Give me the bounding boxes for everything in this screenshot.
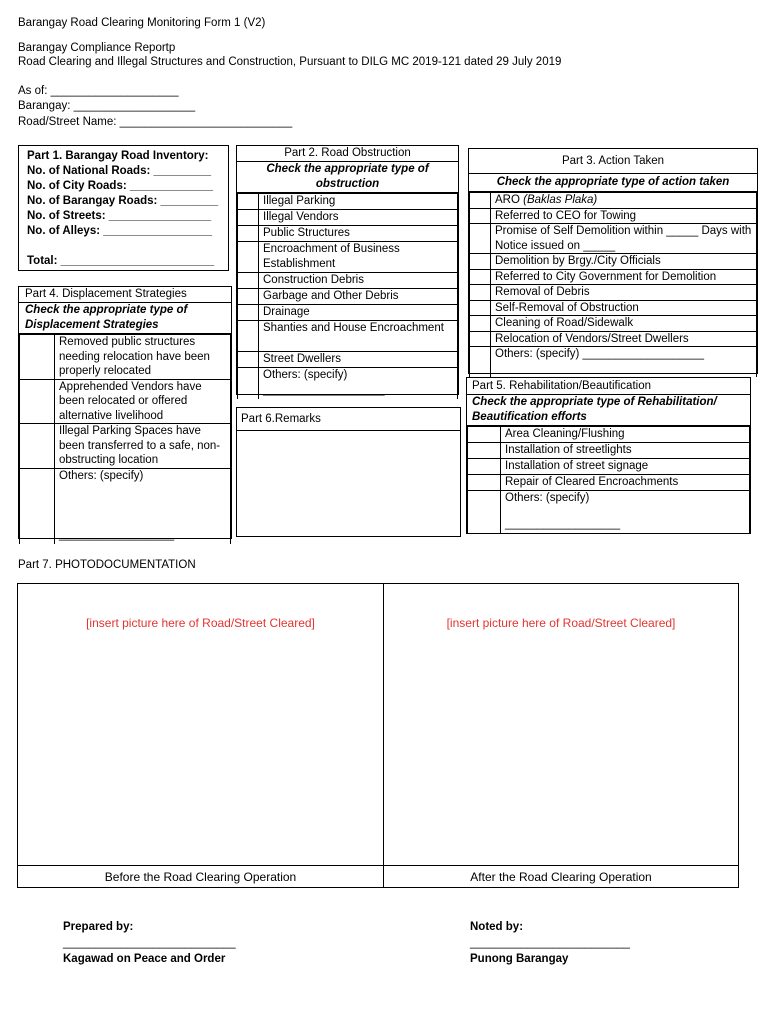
photo-placeholder-after[interactable]: [insert picture here of Road/Street Cleared] xyxy=(446,616,676,630)
noted-signature-line[interactable]: _________________________ xyxy=(470,937,630,949)
others-line[interactable]: __________________ xyxy=(505,518,621,530)
action-item: Cleaning of Road/Sidewalk xyxy=(491,316,757,332)
caption-divider xyxy=(18,865,738,866)
checkbox[interactable] xyxy=(468,459,501,475)
part1-row[interactable]: No. of Barangay Roads: _________ xyxy=(27,195,219,207)
part1-row[interactable]: No. of Streets: ________________ xyxy=(27,210,212,222)
part6-remarks[interactable] xyxy=(236,407,461,537)
part3-subtitle: Check the appropriate type of action taken xyxy=(469,174,757,192)
action-item: Relocation of Vendors/Street Dwellers xyxy=(491,331,757,347)
checkbox[interactable] xyxy=(468,491,501,534)
checkbox[interactable] xyxy=(20,335,55,380)
strategy-item: Removed public structures needing relocation have been properly relocated xyxy=(55,335,231,380)
prepared-by-label: Prepared by: xyxy=(63,921,134,933)
action-item: Demolition by Brgy./City Officials xyxy=(491,254,757,270)
prepared-role: Kagawad on Peace and Order xyxy=(63,953,226,965)
obstruction-item: Shanties and House Encroachment xyxy=(259,321,458,352)
checkbox[interactable] xyxy=(238,194,259,210)
action-item: Self-Removal of Obstruction xyxy=(491,300,757,316)
part5-rehabilitation xyxy=(466,377,751,534)
checkbox[interactable] xyxy=(470,208,491,224)
part1-row[interactable]: No. of Alleys: _________________ xyxy=(27,225,212,237)
prepared-signature-line[interactable]: ___________________________ xyxy=(63,937,236,949)
part1-title: Part 1. Barangay Road Inventory: xyxy=(27,150,209,162)
obstruction-item: Garbage and Other Debris xyxy=(259,289,458,305)
part5-subtitle: Check the appropriate type of Rehabilitation/ Beautification efforts xyxy=(467,395,750,426)
action-item: Referred to CEO for Towing xyxy=(491,208,757,224)
caption-after: After the Road Clearing Operation xyxy=(470,870,652,884)
obstruction-item: Encroachment of Business Establishment xyxy=(259,242,458,273)
checkbox[interactable] xyxy=(238,210,259,226)
checkbox[interactable] xyxy=(470,300,491,316)
noted-by-label: Noted by: xyxy=(470,921,524,933)
obstruction-item: Public Structures xyxy=(259,226,458,242)
action-item[interactable]: Others: (specify) ___________________ xyxy=(491,347,757,377)
rehab-item[interactable]: Others: (specify) __________________ xyxy=(501,491,750,534)
part2-title: Part 2. Road Obstruction xyxy=(237,146,458,162)
checkbox[interactable] xyxy=(238,321,259,352)
strategy-item: Apprehended Vendors have been relocated or offered alternative livelihood xyxy=(55,379,231,424)
rehab-item: Repair of Cleared Encroachments xyxy=(501,475,750,491)
obstruction-item: Illegal Parking xyxy=(259,194,458,210)
prepared-by-block xyxy=(63,919,236,967)
part4-subtitle: Check the appropriate type of Displacement Strategies xyxy=(19,303,231,334)
strategy-item: Illegal Parking Spaces have been transferred to a safe, non-obstructing location xyxy=(55,424,231,469)
action-item[interactable]: Promise of Self Demolition within _____ Days with Notice issued on _____ xyxy=(491,224,757,254)
checkbox[interactable] xyxy=(20,424,55,469)
photo-table xyxy=(17,583,739,888)
rehab-item: Area Cleaning/Flushing xyxy=(501,427,750,443)
barangay-field[interactable]: Barangay: ___________________ xyxy=(18,100,196,112)
checkbox[interactable] xyxy=(238,305,259,321)
others-line[interactable]: __________________ xyxy=(59,528,175,541)
rehab-item: Installation of streetlights xyxy=(501,443,750,459)
checkbox[interactable] xyxy=(470,347,491,377)
part3-action-taken xyxy=(468,148,758,374)
obstruction-item: Street Dwellers xyxy=(259,352,458,368)
checkbox[interactable] xyxy=(470,254,491,270)
part1-row[interactable]: No. of City Roads: _____________ xyxy=(27,180,214,192)
noted-by-block xyxy=(470,919,630,967)
checkbox[interactable] xyxy=(470,316,491,332)
obstruction-item: Drainage xyxy=(259,305,458,321)
part4-displacement-strategies xyxy=(18,286,232,539)
part1-road-inventory xyxy=(18,145,229,271)
action-item: Referred to City Government for Demolition xyxy=(491,269,757,285)
checkbox[interactable] xyxy=(238,368,259,399)
checkbox[interactable] xyxy=(468,427,501,443)
part2-subtitle: Check the appropriate type of obstruction xyxy=(237,162,458,193)
as-of-field[interactable]: As of: ____________________ xyxy=(18,85,179,97)
obstruction-item[interactable]: Others: (specify) ___________________ xyxy=(259,368,458,399)
part3-title: Part 3. Action Taken xyxy=(469,149,757,174)
action-item: Removal of Debris xyxy=(491,285,757,301)
checkbox[interactable] xyxy=(468,443,501,459)
part4-title: Part 4. Displacement Strategies xyxy=(19,287,231,303)
checkbox[interactable] xyxy=(470,193,491,209)
obstruction-item: Construction Debris xyxy=(259,273,458,289)
action-item: ARO (Baklas Plaka) xyxy=(491,193,757,209)
checkbox[interactable] xyxy=(470,269,491,285)
obstruction-item: Illegal Vendors xyxy=(259,210,458,226)
form-title: Barangay Road Clearing Monitoring Form 1 (V2) xyxy=(18,17,266,29)
road-street-field[interactable]: Road/Street Name: ___________________________ xyxy=(18,116,293,128)
part1-total[interactable]: Total: ________________________ xyxy=(27,255,215,267)
checkbox[interactable] xyxy=(468,475,501,491)
checkbox[interactable] xyxy=(470,285,491,301)
part5-title: Part 5. Rehabilitation/Beautification xyxy=(467,378,750,395)
part7-title: Part 7. PHOTODOCUMENTATION xyxy=(18,559,196,571)
checkbox[interactable] xyxy=(238,273,259,289)
noted-role: Punong Barangay xyxy=(470,953,569,965)
part1-row[interactable]: No. of National Roads: _________ xyxy=(27,165,212,177)
checkbox[interactable] xyxy=(470,224,491,254)
checkbox[interactable] xyxy=(470,331,491,347)
checkbox[interactable] xyxy=(20,468,55,544)
checkbox[interactable] xyxy=(20,379,55,424)
checkbox[interactable] xyxy=(238,352,259,368)
photo-placeholder-before[interactable]: [insert picture here of Road/Street Cleared] xyxy=(86,616,315,630)
checkbox[interactable] xyxy=(238,226,259,242)
report-subtitle: Road Clearing and Illegal Structures and Construction, Pursuant to DILG MC 2019-121 dated 29 July 2019 xyxy=(18,56,562,68)
part2-road-obstruction xyxy=(236,145,459,395)
checkbox[interactable] xyxy=(238,289,259,305)
part6-title: Part 6.Remarks xyxy=(237,408,460,431)
checkbox[interactable] xyxy=(238,242,259,273)
report-title: Barangay Compliance Reportp xyxy=(18,42,176,54)
strategy-item[interactable]: Others: (specify) __________________ xyxy=(55,468,231,544)
rehab-item: Installation of street signage xyxy=(501,459,750,475)
caption-before: Before the Road Clearing Operation xyxy=(104,870,297,884)
